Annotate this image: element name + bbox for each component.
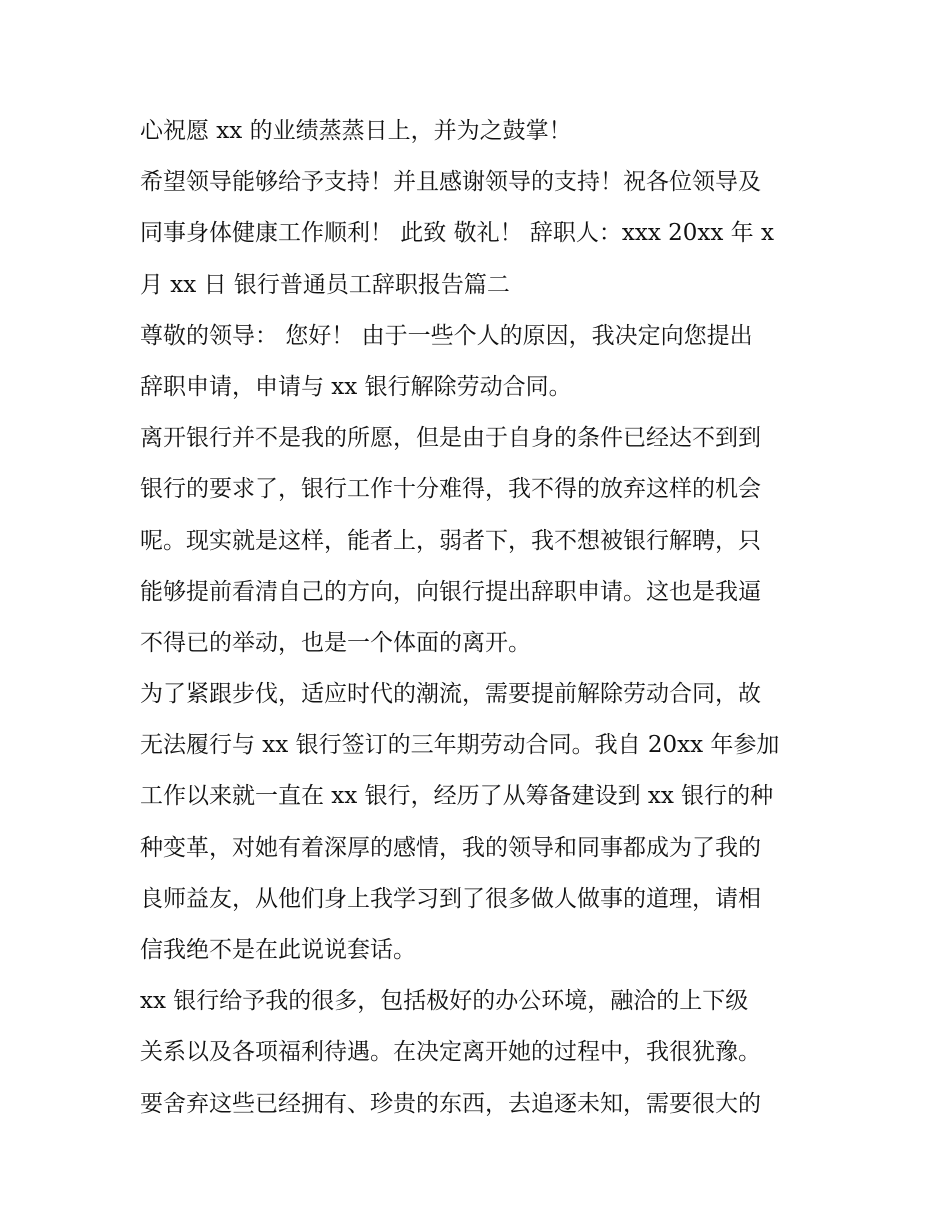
text-line: 要舍弃这些已经拥有、珍贵的东西，去追逐未知，需要很大的 (140, 1090, 761, 1117)
text-line: 信我绝不是在此说说套话。 (140, 937, 416, 963)
text-line: 工作以来就一直在 xx 银行，经历了从筹备建设到 xx 银行的种 (140, 783, 774, 810)
text-line: 良师益友，从他们身上我学习到了很多做人做事的道理，请相 (140, 885, 761, 912)
text-line: 无法履行与 xx 银行签订的三年期劳动合同。我自 20xx 年参加 (140, 732, 780, 759)
text-line: 心祝愿 xx 的业绩蒸蒸日上，并为之鼓掌！ (140, 118, 572, 144)
text-line: 呢。现实就是这样，能者上，弱者下，我不想被银行解聘，只 (140, 527, 761, 554)
text-line: 尊敬的领导： 您好！ 由于一些个人的原因，我决定向您提出 (140, 322, 753, 349)
document-body (140, 106, 820, 1130)
text-line: 种变革，对她有着深厚的感情，我的领导和同事都成为了我的 (140, 834, 761, 861)
text-line: 辞职申请，申请与 xx 银行解除劳动合同。 (140, 373, 572, 400)
text-line: 月 xx 日 银行普通员工辞职报告篇二 (140, 271, 510, 298)
text-line: 为了紧跟步伐，适应时代的潮流，需要提前解除劳动合同，故 (140, 681, 761, 708)
text-line: 银行的要求了，银行工作十分难得，我不得的放弃这样的机会 (140, 476, 761, 503)
text-line: 同事身体健康工作顺利！ 此致 敬礼！ 辞职人：xxx 20xx 年 x (140, 220, 774, 247)
text-line: xx 银行给予我的很多，包括极好的办公环境，融洽的上下级 (140, 988, 749, 1015)
text-line: 关系以及各项福利待遇。在决定离开她的过程中，我很犹豫。 (140, 1039, 761, 1066)
text-line: 不得已的举动，也是一个体面的离开。 (140, 629, 531, 656)
text-line: 能够提前看清自己的方向，向银行提出辞职申请。这也是我逼 (140, 578, 761, 605)
text-line: 希望领导能够给予支持！并且感谢领导的支持！祝各位领导及 (140, 169, 761, 196)
text-line: 离开银行并不是我的所愿，但是由于自身的条件已经达不到到 (140, 425, 761, 452)
